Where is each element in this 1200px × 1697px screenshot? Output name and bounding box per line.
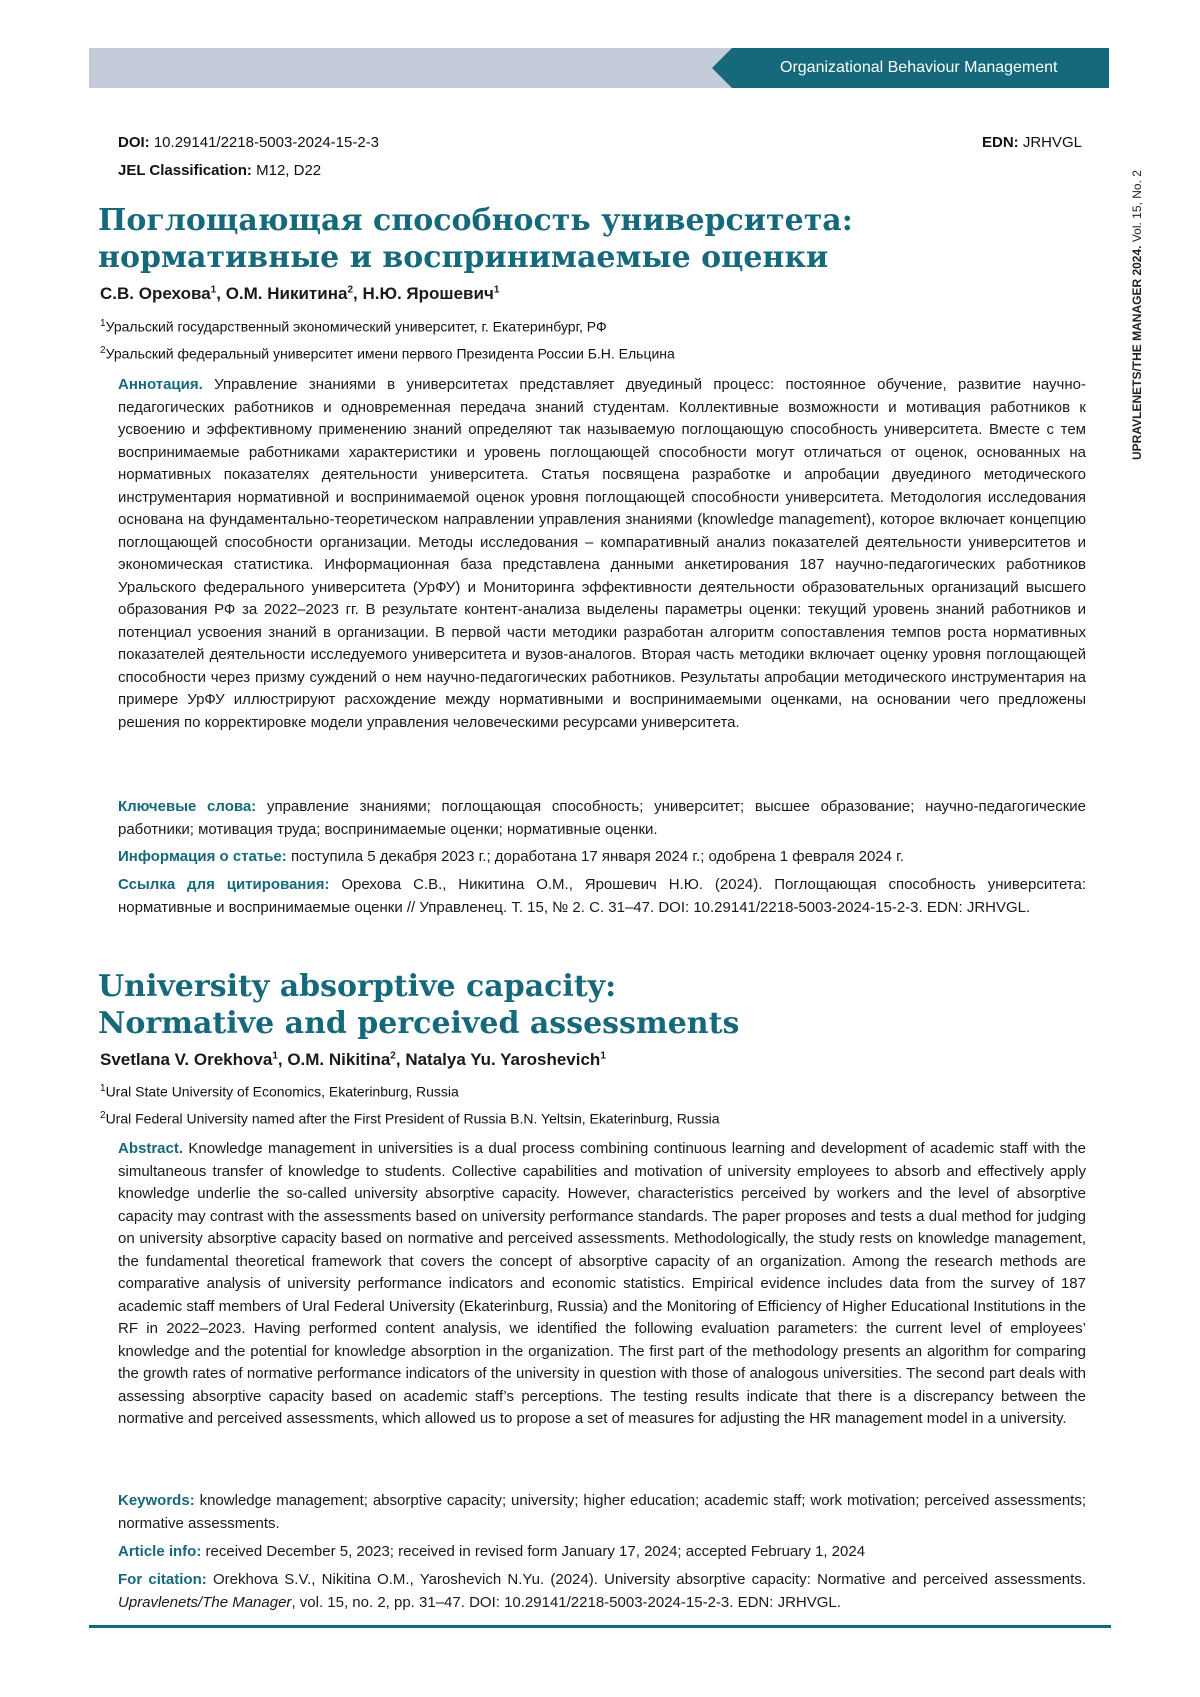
en-title-line2: Normative and perceived assessments [98,1006,739,1041]
en-affil-2: 2Ural Federal University named after the First President of Russia B.N. Yeltsin, Ekaterinburg, Russia [100,1104,720,1131]
ru-keywords [118,796,1086,841]
en-info-label: Article info: [118,1543,201,1560]
en-affil-1: 1Ural State University of Economics, Ekaterinburg, Russia [100,1077,720,1104]
en-info-text: received December 5, 2023; received in revised form January 17, 2024; accepted February 1, 2024 [206,1543,866,1560]
en-title [98,968,739,1042]
ru-title-line1: Поглощающая способность университета: [98,203,853,238]
side-journal-name: UPRAVLENETS/THE MANAGER 2024. [1130,246,1144,460]
ru-citation [118,874,1086,919]
ru-keywords-text: управление знаниями; поглощающая способность; университет; высшее образование; научно-педагогические работники; мотивация труда; воспринимаемые оценки; нормативные оценки. [118,798,1086,838]
jel-value: M12, D22 [256,162,321,179]
en-affil-2-text: Ural Federal University named after the First President of Russia B.N. Yeltsin, Ekaterinburg, Russia [106,1110,720,1126]
ru-author-1: С.В. Орехова [100,284,211,303]
en-citation-pre: Orekhova S.V., Nikitina O.M., Yaroshevich N.Yu. (2024). University absorptive capacity: Normative and perceived assessments. [213,1571,1086,1588]
en-keywords-text: knowledge management; absorptive capacity; university; higher education; academic staff; work motivation; perceived assessments; normative assessments. [118,1492,1086,1532]
en-keywords [118,1490,1086,1535]
ru-affil-2-text: Уральский федеральный университет имени первого Президента России Б.Н. Ельцина [106,345,675,361]
doi-value: 10.29141/2218-5003-2024-15-2-3 [154,134,379,151]
ru-info-text: поступила 5 декабря 2023 г.; доработана 17 января 2024 г.; одобрена 1 февраля 2024 г. [291,848,904,865]
en-abstract-label: Abstract. [118,1140,183,1157]
edn-value: JRHVGL [1023,134,1082,151]
ru-affil-1: 1Уральский государственный экономический университет, г. Екатеринбург, РФ [100,312,675,339]
en-citation [118,1569,1086,1614]
ru-abstract-label: Аннотация. [118,376,203,393]
en-citation-post: , vol. 15, no. 2, pp. 31–47. DOI: 10.29141/2218-5003-2024-15-2-3. EDN: JRHVGL. [291,1594,841,1611]
ru-title [98,202,853,276]
ru-article-info [118,846,1086,869]
en-abstract [118,1138,1086,1431]
en-title-line1: University absorptive capacity: [98,969,616,1004]
ru-author-2: О.М. Никитина [226,284,348,303]
en-author-2: O.M. Nikitina [287,1050,390,1069]
en-citation-journal: Upravlenets/The Manager [118,1594,291,1611]
en-affil-1-text: Ural State University of Economics, Ekaterinburg, Russia [106,1084,459,1100]
ru-citation-label: Ссылка для цитирования: [118,876,329,893]
ru-abstract-text: Управление знаниями в университетах представляет двуединый процесс: постоянное обучение, развитие научно-педагогических работников и одновременная передача знаний студентам. Коллективные возможности и мотивация работников к усвоению и эффективному применению знаний определяют так называемую поглощающую способность университета. Вместе с тем воспринимаемые работниками характеристики и уровень поглощающей способности могут отличаться от оценок, основанных на нормативных показателях деятельности университета. Статья посвящена разработке и апробации двуединого методического инструментария нормативной и воспринимаемой оценок уровня поглощающей способности университета. Методология исследования основана на фундаментально-теоретическом направлении управления знаниями (knowledge management), которое включает концепцию поглощающей способности организации. Методы исследования – компаративный анализ показателей деятельности университетов и экономическая статистика. Информационная база представлена данными анкетирования 187 научно-педагогических работников Уральского федерального университета (УрФУ) и Мониторинга эффективности деятельности образовательных организаций высшего образования РФ за 2022–2023 гг. В результате контент-анализа выделены параметры оценки: текущий уровень знаний работников и потенциал усвоения знаний в организации. В первой части методики разработан алгоритм сопоставления темпов роста нормативных показателей деятельности исследуемого университета и вузов-аналогов. Вторая часть методики включает оценку уровня поглощающей способности через призму суждений о нем научно-педагогических работников. Результаты апробации методического инструментария на примере УрФУ иллюстрируют расхождение между нормативными и воспринимаемыми оценками, на основании чего предложены решения по корректировке модели управления человеческими ресурсами университета. [118,376,1086,731]
en-authors: Svetlana V. Orekhova1, O.M. Nikitina2, Natalya Yu. Yaroshevich1 [100,1050,606,1070]
en-author-3: Natalya Yu. Yaroshevich [405,1050,600,1069]
side-volume: Vol. 15, No. 2 [1130,170,1144,242]
doi-line [118,134,379,151]
ru-info-label: Информация о статье: [118,848,287,865]
en-author-1: Svetlana V. Orekhova [100,1050,272,1069]
doi-label: DOI: [118,134,150,151]
ru-authors: С.В. Орехова1, О.М. Никитина2, Н.Ю. Ярошевич1 [100,284,499,304]
edn-label: EDN: [982,134,1019,151]
ru-abstract [118,374,1086,734]
ru-affil-2: 2Уральский федеральный университет имени первого Президента России Б.Н. Ельцина [100,339,675,366]
ru-keywords-label: Ключевые слова: [118,798,256,815]
en-abstract-text: Knowledge management in universities is a dual process combining continuous learning and development of academic staff with the simultaneous transfer of knowledge to students. Collective capabilities and motivation of university employees to absorb and effectively apply knowledge underlie the so-called university absorptive capacity. However, characteristics perceived by workers and the level of absorptive capacity may contrast with the assessments based on university performance standards. The paper proposes and tests a dual method for judging on university absorptive capacity based on normative and perceived assessments. Methodologically, the study rests on knowledge management, the fundamental theoretical framework that covers the concept of absorptive capacity of an organization. Among the research methods are comparative analysis of university performance indicators and economic statistics. Empirical evidence includes data from the survey of 187 academic staff members of Ural Federal University (Ekaterinburg, Russia) and the Monitoring of Efficiency of Higher Educational Institutions in the RF in 2022–2023. Having performed content analysis, we identified the following evaluation parameters: the current level of employees’ knowledge and the potential for knowledge absorption in the organization. The first part of the methodology presents an algorithm for comparing the growth rates of normative performance indicators of the university in question with those of analogous universities. The second part deals with assessing absorptive capacity based on academic staff’s perceptions. The testing results indicate that there is a discrepancy between the normative and perceived assessments, which allowed us to propose a set of measures for adjusting the HR management model in a university. [118,1140,1086,1427]
en-affiliations [100,1077,720,1130]
jel-line [118,162,321,179]
ru-citation-text: Орехова С.В., Никитина О.М., Ярошевич Н.Ю. (2024). Поглощающая способность университета: нормативные и воспринимаемые оценки // Управленец. Т. 15, № 2. С. 31–47. DOI: 10.29141/2218-5003-2024-15-2-3. EDN: JRHVGL. [118,876,1086,916]
side-journal-label [1130,170,1144,460]
edn-line [982,134,1082,151]
ru-author-3: Н.Ю. Ярошевич [362,284,493,303]
en-citation-label: For citation: [118,1571,207,1588]
en-keywords-label: Keywords: [118,1492,195,1509]
bottom-rule [89,1625,1111,1628]
ru-affiliations [100,312,675,365]
page-number: 31 [1112,48,1132,88]
jel-label: JEL Classification: [118,162,252,179]
ru-title-line2: нормативные и воспринимаемые оценки [98,240,828,275]
en-article-info [118,1541,1086,1564]
ru-affil-1-text: Уральский государственный экономический университет, г. Екатеринбург, РФ [106,319,607,335]
journal-section-title: Organizational Behaviour Management [780,48,1058,88]
